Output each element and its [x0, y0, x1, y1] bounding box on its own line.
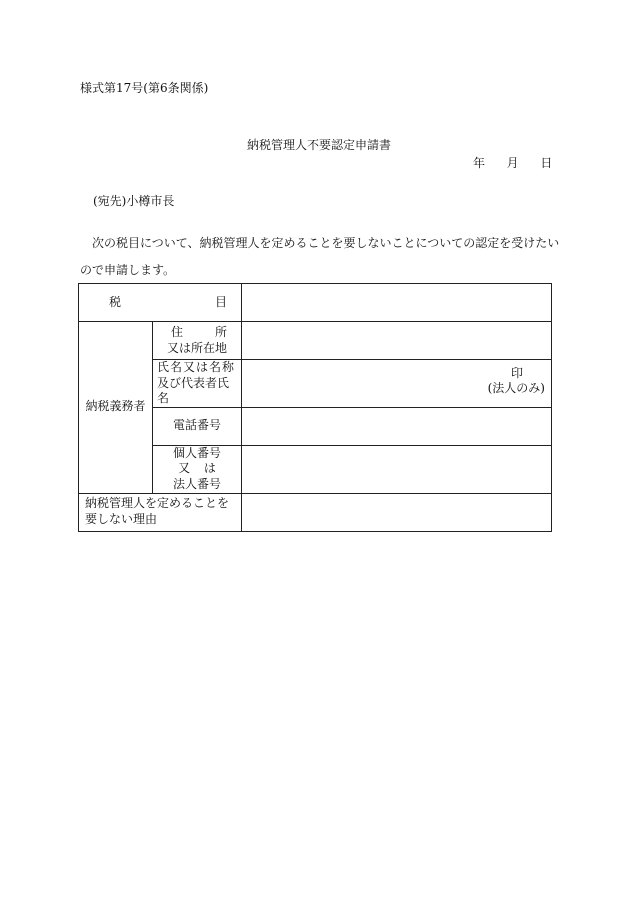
reason-label-line1: 納税管理人を定めることを [85, 496, 230, 511]
reason-label [79, 493, 242, 531]
date-month-label: 月 [506, 156, 519, 170]
address-label-a: 住 [171, 324, 184, 339]
name-label [153, 360, 242, 408]
address-label-line2: 又は所在地 [166, 340, 227, 355]
address-row [79, 322, 552, 360]
application-form-table [78, 283, 552, 532]
taxpayer-label: 納税義務者 [79, 322, 153, 494]
address-label-b: 所 [214, 324, 227, 339]
phone-field[interactable] [242, 407, 552, 445]
tax-item-label [79, 284, 242, 322]
form-number: 様式第17号(第6条関係) [80, 81, 209, 95]
reason-row [79, 493, 552, 531]
seal-note: (法人のみ) [487, 381, 545, 395]
personal-number-label [153, 445, 242, 493]
reason-field[interactable] [242, 493, 552, 531]
reason-label-line2: 要しない理由 [85, 512, 158, 527]
tax-item-label-b: 目 [214, 294, 227, 309]
tax-item-field[interactable] [242, 284, 552, 322]
request-text-line1: 次の税目について、納税管理人を定めることを要しないことについての認定を受けたい [92, 236, 560, 250]
date-day-label: 日 [540, 156, 553, 170]
date-line [473, 157, 552, 169]
personal-number-label-line2: 又 は [178, 461, 216, 476]
name-field[interactable] [242, 360, 552, 408]
address-label [153, 322, 242, 360]
seal-mark: 印 [510, 366, 523, 380]
personal-number-label-line1: 個人番号 [172, 445, 221, 460]
phone-label: 電話番号 [153, 407, 242, 445]
date-year-label: 年 [473, 156, 486, 170]
address-field[interactable] [242, 322, 552, 360]
document-title: 納税管理人不要認定申請書 [247, 138, 392, 152]
name-label-line2: 及び代表者氏名 [157, 375, 230, 406]
personal-number-field[interactable] [242, 445, 552, 493]
name-label-line1: 氏名又は名称 [157, 360, 236, 374]
tax-item-row [79, 284, 552, 322]
addressee: (宛先)小樽市長 [93, 194, 175, 208]
request-text-line2: ので申請します。 [80, 263, 176, 277]
personal-number-label-line3: 法人番号 [172, 476, 221, 491]
tax-item-label-a: 税 [109, 294, 122, 309]
